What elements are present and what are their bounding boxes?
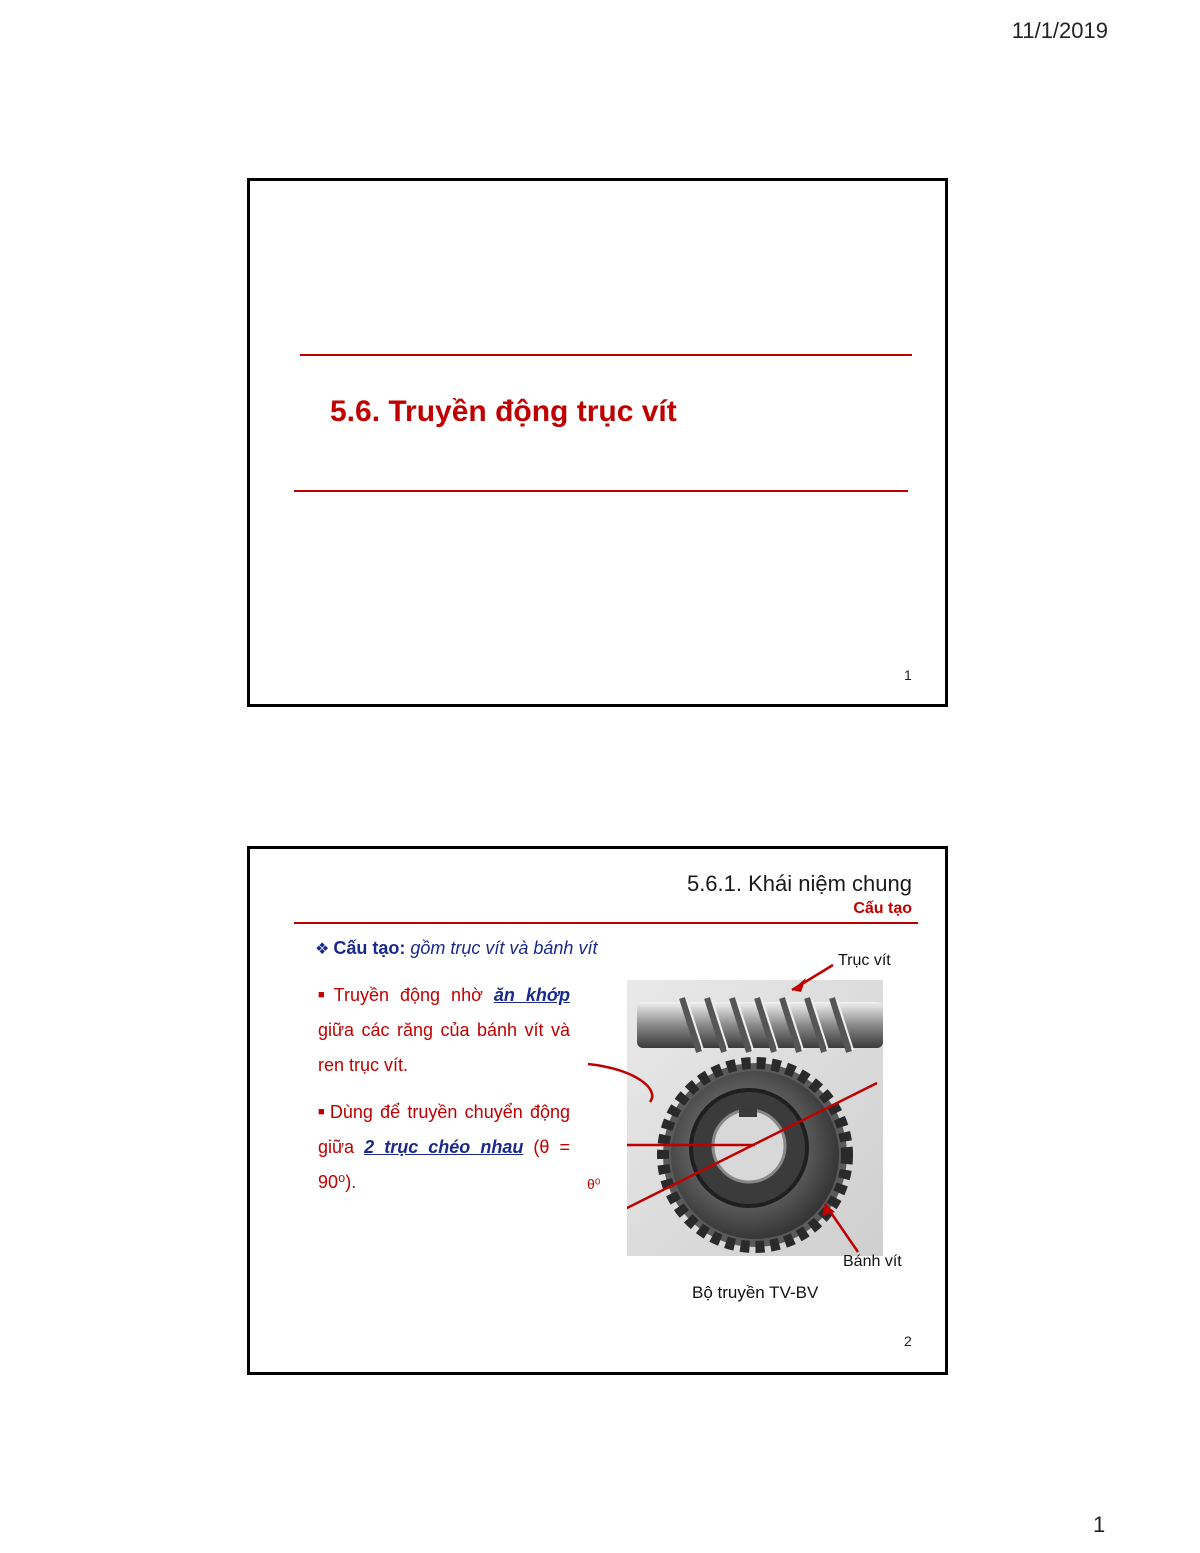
slide-number: 1 — [904, 667, 912, 683]
link-an-khop[interactable]: ăn khớp — [493, 985, 570, 1005]
angle-label: θ⁰ — [587, 1176, 601, 1192]
diamond-bullet-icon: ❖ — [315, 941, 330, 958]
square-bullet-icon: ■ — [318, 1106, 327, 1118]
page-number: 1 — [1093, 1512, 1106, 1537]
paragraph-2-after: (θ = 90⁰). — [318, 1137, 570, 1192]
paragraph-1 — [318, 978, 570, 1083]
paragraph-2 — [318, 1095, 570, 1200]
link-truc-cheo-nhau[interactable]: 2 trục chéo nhau — [364, 1137, 524, 1157]
annotation-arrows — [580, 944, 950, 1274]
section-heading: 5.6.1. Khái niệm chung — [686, 871, 912, 896]
paragraph-1-before: Truyền động nhờ — [333, 985, 483, 1005]
page-date: 11/1/2019 — [1011, 18, 1108, 43]
slide-2 — [247, 846, 948, 1375]
paragraph-1-after: giữa các răng của bánh vít và ren trục vít. — [318, 1020, 570, 1075]
slide-number: 2 — [904, 1333, 912, 1349]
main-bullet-lead: Cấu tạo: — [333, 938, 406, 958]
figure-caption: Bộ truyền TV-BV — [692, 1283, 819, 1302]
slide-1 — [247, 178, 948, 707]
label-banh-vit: Bánh vít — [843, 1253, 902, 1270]
main-bullet-text: gồm trục vít và bánh vít — [410, 938, 598, 958]
section-subheading: Cấu tạo — [853, 900, 912, 917]
angle-arc — [588, 1064, 652, 1102]
title-rule-top — [300, 354, 912, 356]
label-truc-vit: Trục vít — [838, 952, 891, 969]
arrowhead-icon — [792, 978, 806, 992]
title-rule-bottom — [294, 490, 908, 492]
heading-rule — [294, 922, 918, 924]
square-bullet-icon: ■ — [318, 989, 331, 1001]
slide-title: 5.6. Truyền động trục vít — [330, 395, 677, 428]
main-bullet — [315, 938, 597, 959]
paragraph-2-before: Dùng để truyền chuyển động giữa — [318, 1102, 570, 1157]
